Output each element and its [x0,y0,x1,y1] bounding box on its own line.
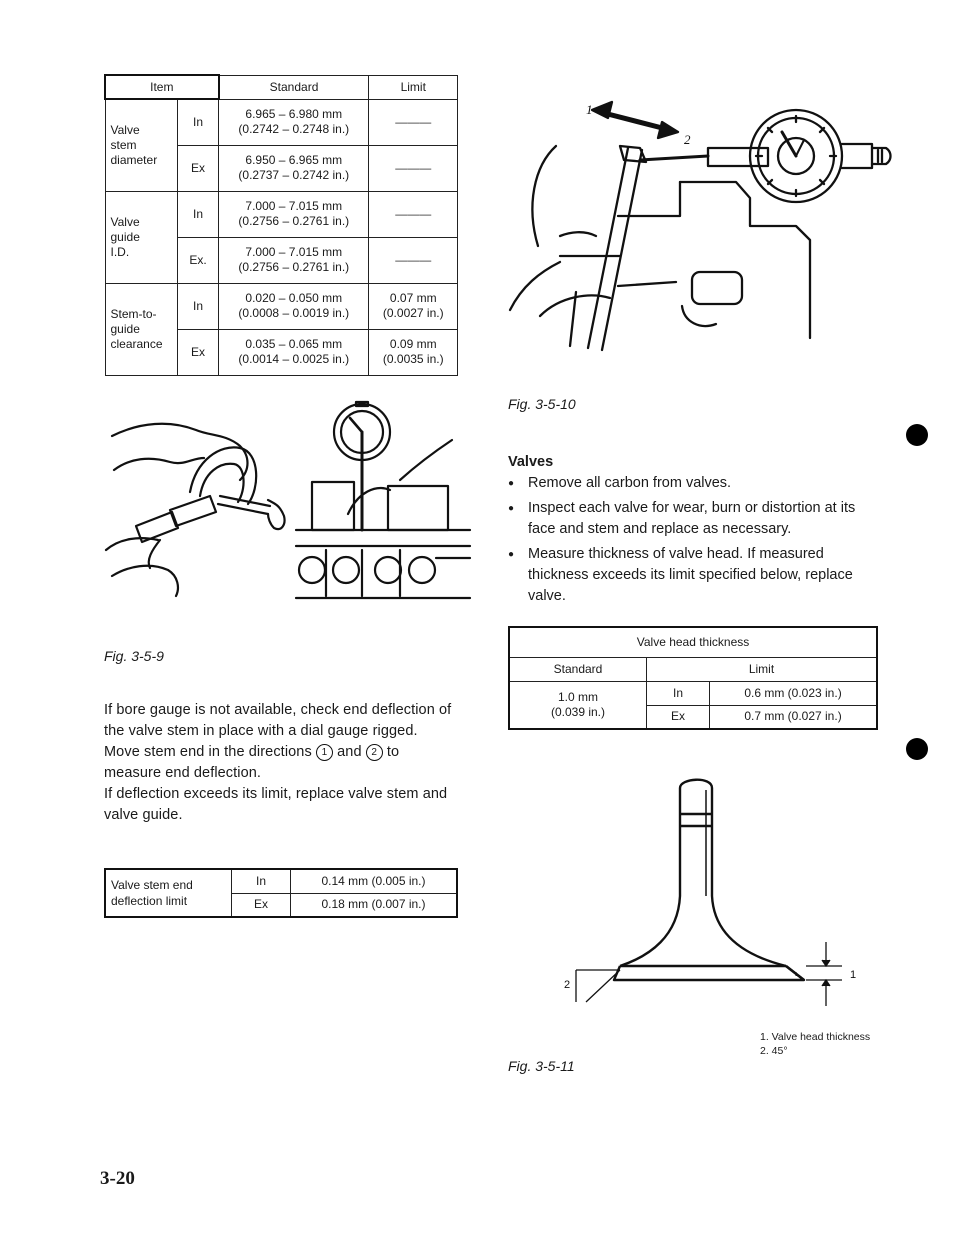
legend-item-1: 1. Valve head thickness [760,1031,871,1043]
standard-cell [219,237,369,283]
fig-3-5-11-caption: Fig. 3-5-11 [508,1058,575,1074]
limit-in: (0.0027 in.) [382,306,444,320]
valve-head-diagram [560,766,880,1036]
limit-cell: ——— [369,145,458,191]
standard-mm: 7.000 – 7.015 mm [245,199,343,213]
paragraph-deflection-limit: If deflection exceeds its limit, replace valve stem and valve guide. [104,786,448,823]
header-item: Item [105,75,219,99]
standard-cell [219,283,369,329]
fig-3-5-10-caption: Fig. 3-5-10 [508,396,576,412]
margin-dot [906,424,928,446]
standard-cell [219,329,369,375]
standard-in: (0.2742 – 0.2748 in.) [238,122,350,136]
move-stem-text-and: and [337,744,362,760]
paragraph-move-stem [104,742,460,784]
sub-label: In [232,869,291,893]
limit-mm: 0.09 mm [389,337,437,351]
sub-label: Ex [177,329,218,375]
deflection-value: 0.14 mm (0.005 in.) [291,869,458,893]
dial-gauge-stem-deflection-illustration [500,86,900,382]
fig-3-5-9-caption: Fig. 3-5-9 [104,648,164,664]
limit-in: (0.0035 in.) [382,352,444,366]
head-table-title: Valve head thickness [509,627,877,657]
group-valve-stem-diameter: Valve stem diameter [105,99,177,191]
group-valve-guide-id: Valve guide I.D. [105,191,177,283]
head-standard-label: Standard [509,657,647,681]
limit-mm: 0.07 mm [389,291,437,305]
circled-marker-1: 1 [316,744,333,761]
micrometer-and-bore-gauge-illustration [100,400,475,610]
legend-item-2: 2. 45° [760,1045,788,1057]
head-limit-value: 0.6 mm (0.023 in.) [710,681,878,705]
move-stem-text-a: Move stem end in the directions [104,744,312,760]
fig11-label-2: 2 [564,979,571,991]
standard-mm: 6.950 – 6.965 mm [245,153,343,167]
limit-cell: ——— [369,237,458,283]
valves-heading: Valves [508,454,554,470]
standard-cell [219,99,369,145]
standard-mm: 0.020 – 0.050 mm [245,291,343,305]
standard-in: (0.0008 – 0.0019 in.) [238,306,350,320]
bullet-inspect-valve: ● Inspect each valve for wear, burn or distortion at its face and stem and replace as necessary. [508,498,884,540]
fig11-legend [760,1030,870,1058]
valves-bullet-list [508,473,884,607]
bullet-remove-carbon: ● Remove all carbon from valves. [508,473,884,494]
standard-mm: 6.965 – 6.980 mm [245,107,343,121]
standard-in: (0.2756 – 0.2761 in.) [238,214,350,228]
sub-label: In [177,283,218,329]
limit-cell [369,329,458,375]
move-stem-text-b: to measure end deflection. [104,744,400,781]
header-standard: Standard [219,75,369,99]
head-standard-in: (0.039 in.) [550,704,606,719]
sub-label: Ex [647,705,710,729]
deflection-value: 0.18 mm (0.007 in.) [291,893,458,917]
fig10-label-1: 1 [586,102,593,117]
margin-dot [906,738,928,760]
sub-label: Ex [177,145,218,191]
standard-in: (0.0014 – 0.0025 in.) [238,352,350,366]
sub-label: Ex. [177,237,218,283]
sub-label: In [647,681,710,705]
head-standard-mm: 1.0 mm [557,689,598,704]
limit-cell: ——— [369,191,458,237]
head-standard-value [509,681,647,729]
head-limit-label: Limit [647,657,878,681]
sub-label: In [177,99,218,145]
deflection-limit-table [104,868,458,918]
standard-in: (0.2737 – 0.2742 in.) [238,168,350,182]
valve-head-thickness-table [508,626,878,730]
standard-mm: 7.000 – 7.015 mm [245,245,343,259]
left-body-text [104,700,460,826]
paragraph-bore-gauge: If bore gauge is not available, check end deflection of the valve stem in place with a dial gauge rigged. [104,702,452,739]
valves-section [508,452,884,611]
limit-cell: ——— [369,99,458,145]
page-number: 3-20 [100,1168,135,1189]
sub-label: In [177,191,218,237]
limit-cell [369,283,458,329]
standard-cell [219,145,369,191]
standard-cell [219,191,369,237]
bullet-measure-thickness: ● Measure thickness of valve head. If measured thickness exceeds its limit specified below, replace valve. [508,544,884,607]
standard-mm: 0.035 – 0.065 mm [245,337,343,351]
circled-marker-2: 2 [366,744,383,761]
fig11-label-1: 1 [850,969,857,981]
valve-spec-table [104,74,458,376]
fig10-label-2: 2 [684,132,691,147]
head-limit-value: 0.7 mm (0.027 in.) [710,705,878,729]
group-stem-to-guide-clearance: Stem-to- guide clearance [105,283,177,375]
deflection-label: Valve stem end deflection limit [105,869,232,917]
sub-label: Ex [232,893,291,917]
standard-in: (0.2756 – 0.2761 in.) [238,260,350,274]
header-limit: Limit [369,75,458,99]
